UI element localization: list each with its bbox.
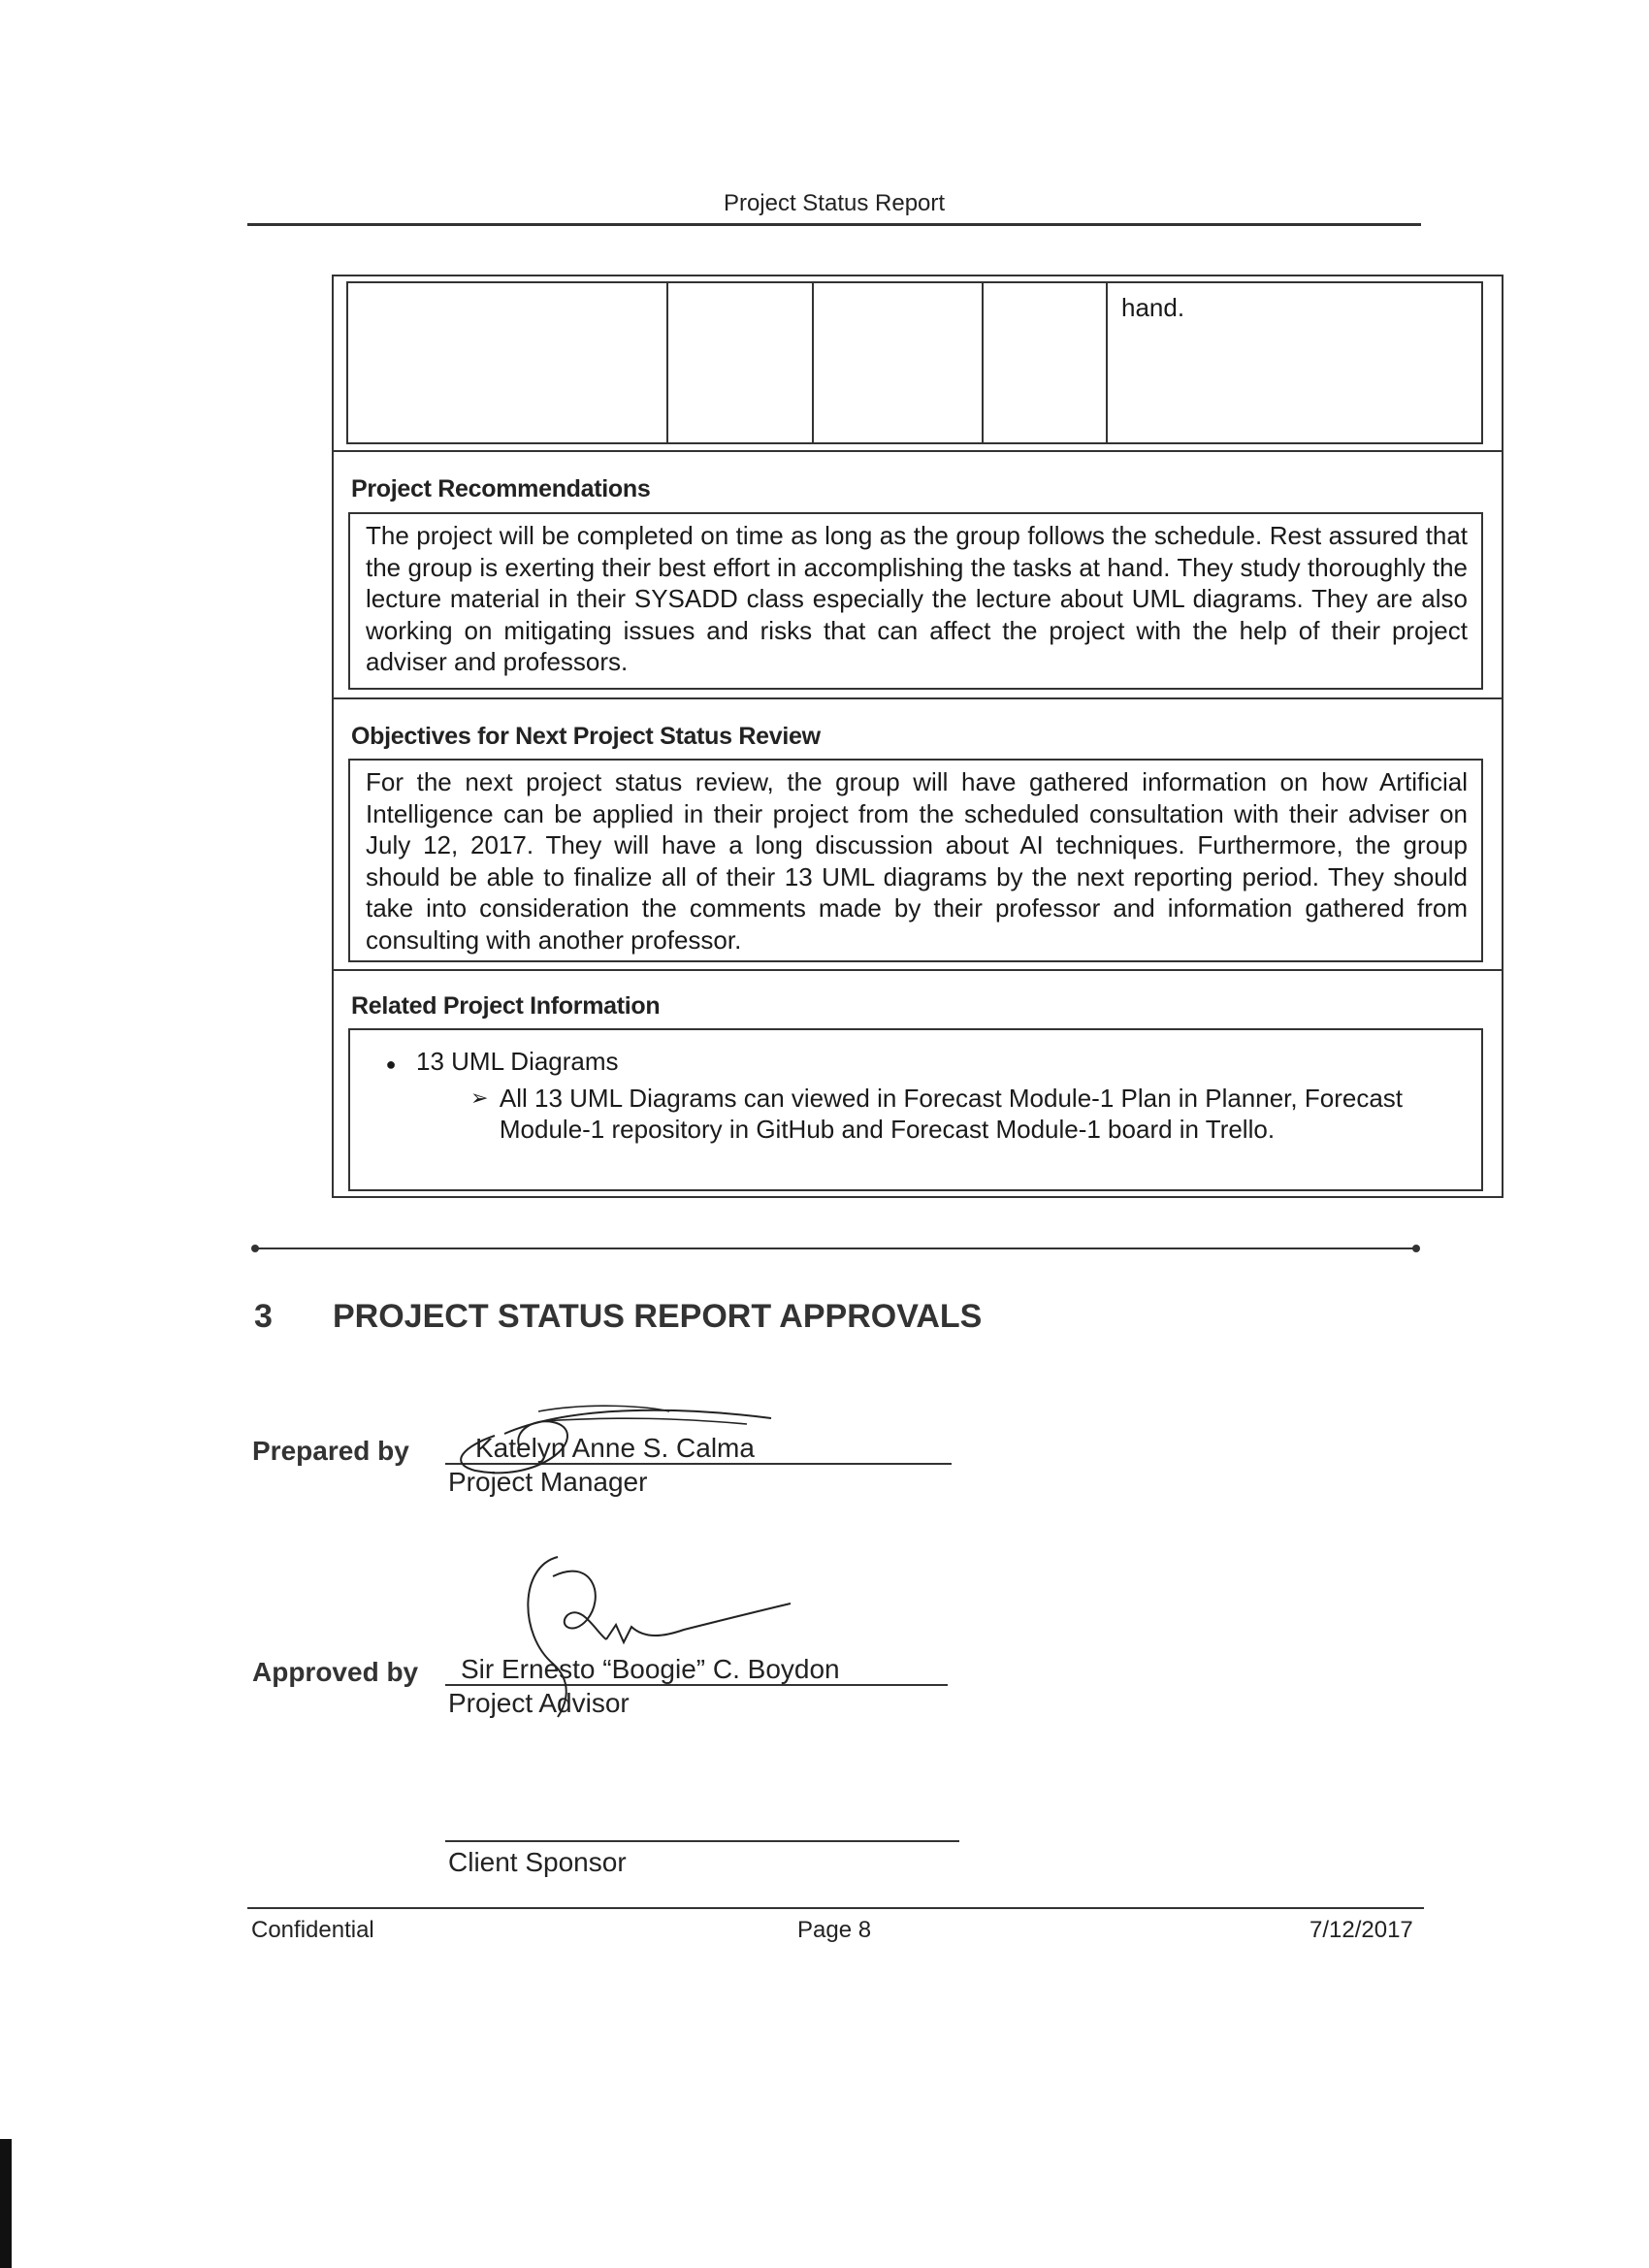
section-break-line: [254, 1247, 1418, 1249]
footer-date: 7/12/2017: [1310, 1917, 1413, 1943]
signature-mark: [500, 1547, 810, 1727]
prepared-by-role: Project Manager: [448, 1467, 648, 1497]
recommendations-body: The project will be completed on time as long as the group follows the schedule. Rest assured that the group is exerting their best effort in accomplishing the tasks at hand. They study thoroughly the lecture material in their SYSADD class especially the lecture about UML diagrams. They are also working on mitigating issues and risks that can affect the project with the help of their project adviser and professors.: [366, 521, 1468, 676]
section-divider: [334, 450, 1502, 452]
prepared-by-name: Katelyn Anne S. Calma: [475, 1433, 755, 1463]
footer-page-number: Page 8: [797, 1917, 872, 1943]
signature-line: [445, 1840, 959, 1842]
sub-list-item: [470, 1083, 1468, 1146]
objectives-body: For the next project status review, the group will have gathered information on how Artificial Intelligence can be applied in their project from the scheduled consultation with their adviser on July 12, 2017. They will have a long discussion about AI techniques. Furthermore, the group should be able to finalize all of their 13 UML diagrams by the next reporting period. They should take into consideration the comments made by their professor and information gathered from consulting with another professor.: [366, 767, 1468, 955]
recommendations-title: Project Recommendations: [351, 475, 651, 502]
footer-confidential: Confidential: [251, 1917, 374, 1943]
footer-rule: [247, 1907, 1424, 1909]
page-header-title: Project Status Report: [723, 190, 946, 216]
signature-mark: [427, 1377, 786, 1494]
list-item-text: 13 UML Diagrams: [416, 1047, 619, 1076]
table-cell: [668, 283, 814, 442]
objectives-box: [348, 759, 1483, 962]
section-number: 3: [254, 1298, 273, 1335]
line-end-dot: [251, 1245, 259, 1252]
approvals-heading: PROJECT STATUS REPORT APPROVALS: [333, 1298, 983, 1335]
section-divider: [334, 969, 1502, 971]
related-box: [348, 1028, 1483, 1191]
related-title: Related Project Information: [351, 992, 661, 1020]
client-sponsor-role: Client Sponsor: [448, 1847, 627, 1877]
line-end-dot: [1412, 1245, 1420, 1252]
section-divider: [334, 697, 1502, 699]
recommendations-box: [348, 512, 1483, 690]
approved-by-name: Sir Ernesto “Boogie” C. Boydon: [461, 1654, 840, 1684]
sub-list-item-text: All 13 UML Diagrams can viewed in Forecast Module-1 Plan in Planner, Forecast Module-1 repository in GitHub and Forecast Module-1 board in Trello.: [499, 1083, 1403, 1144]
carryover-table: [346, 281, 1483, 444]
list-item: [366, 1046, 1468, 1081]
bullet-icon: ●: [385, 1054, 397, 1074]
scan-edge-mark: [0, 2139, 12, 2268]
table-cell: [984, 283, 1108, 442]
objectives-title: Objectives for Next Project Status Review: [351, 723, 821, 750]
table-cell: [814, 283, 984, 442]
approved-by-role: Project Advisor: [448, 1688, 630, 1718]
arrow-bullet-icon: ➢: [470, 1085, 489, 1110]
header-rule: [247, 223, 1421, 226]
approved-by-label: Approved by: [252, 1657, 419, 1687]
table-cell: hand.: [1121, 293, 1185, 322]
prepared-by-label: Prepared by: [252, 1436, 409, 1466]
table-cell: [348, 283, 668, 442]
